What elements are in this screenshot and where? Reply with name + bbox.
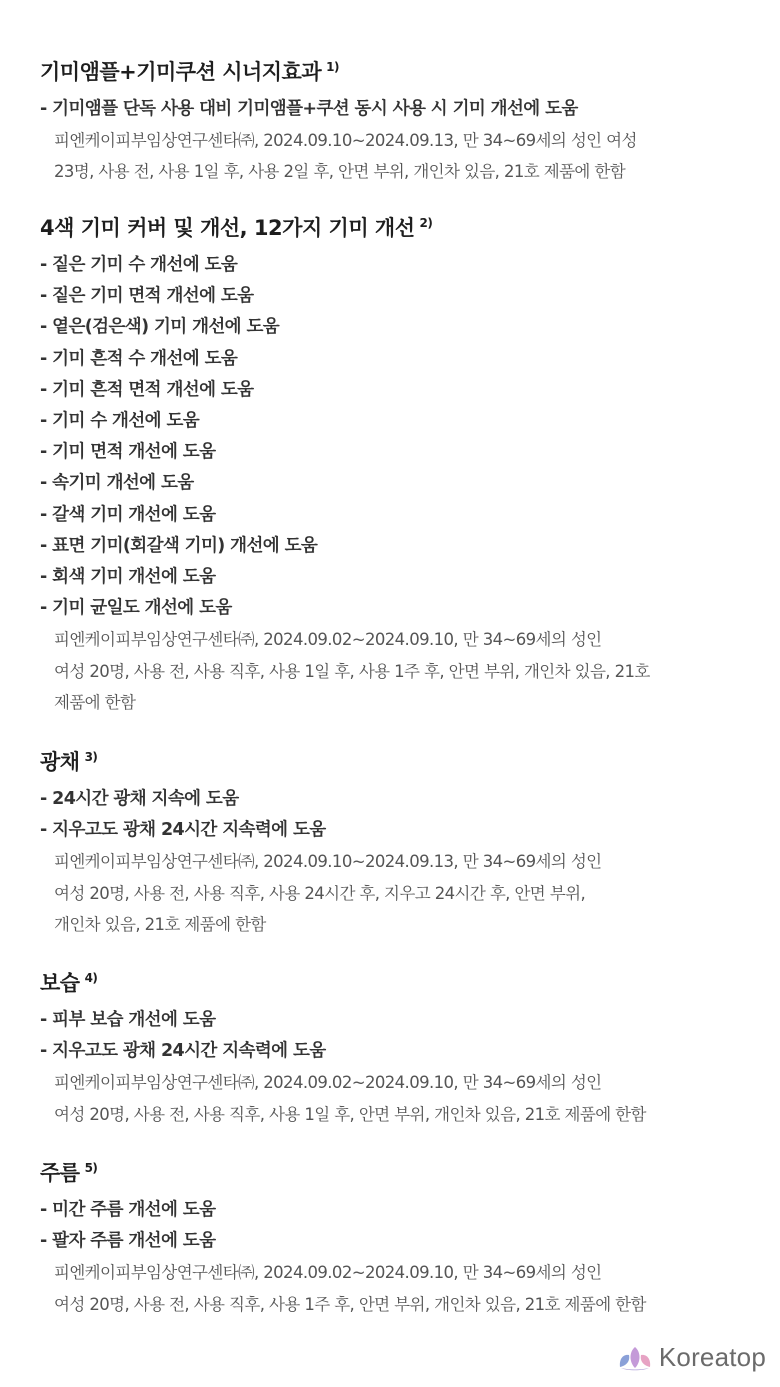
claim-item: - 옅은(검은색) 기미 개선에 도움 bbox=[40, 317, 280, 338]
section-spot-cover bbox=[40, 214, 740, 718]
claim-item: - 기미 흔적 수 개선에 도움 bbox=[40, 348, 238, 369]
claim-list bbox=[40, 250, 740, 624]
study-note: 피엔케이피부임상연구센타㈜, 2024.09.02~2024.09.10, 만 34~69세의 성인 여성 20명, 사용 전, 사용 직후, 사용 1주 후, 안면 부위, 개인차 있음, 21호 제품에 한함 bbox=[54, 1263, 646, 1314]
section-radiance bbox=[40, 748, 740, 940]
claim-item: - 표면 기미(회갈색 기미) 개선에 도움 bbox=[40, 535, 318, 556]
claim-item: - 갈색 기미 개선에 도움 bbox=[40, 504, 216, 525]
footnote-ref: 5) bbox=[84, 1161, 98, 1175]
claim-item: - 짙은 기미 수 개선에 도움 bbox=[40, 255, 238, 275]
section-heading bbox=[40, 58, 740, 86]
study-note: 피엔케이피부임상연구센타㈜, 2024.09.02~2024.09.10, 만 34~69세의 성인 여성 20명, 사용 전, 사용 직후, 사용 1일 후, 안면 부위, 개인차 있음, 21호 제품에 한함 bbox=[54, 1073, 646, 1124]
footnote-ref: 1) bbox=[326, 60, 339, 74]
section-title: 4색 기미 커버 및 개선, 12가지 기미 개선 bbox=[40, 216, 415, 240]
footnote-ref: 3) bbox=[84, 750, 98, 764]
section-title: 광채 bbox=[40, 750, 80, 774]
claim-list bbox=[40, 1195, 740, 1257]
section-synergy bbox=[40, 58, 740, 188]
section-heading bbox=[40, 214, 740, 242]
claim-item: - 미간 주름 개선에 도움 bbox=[40, 1200, 216, 1220]
section-heading bbox=[40, 748, 740, 776]
claim-item: - 지우고도 광채 24시간 지속력에 도움 bbox=[40, 1041, 326, 1062]
section-moisture bbox=[40, 969, 740, 1130]
claim-item: - 피부 보습 개선에 도움 bbox=[40, 1010, 216, 1030]
claim-item: - 짙은 기미 면적 개선에 도움 bbox=[40, 286, 254, 307]
section-heading bbox=[40, 969, 740, 997]
section-title: 보습 bbox=[40, 971, 80, 995]
claim-list bbox=[40, 784, 740, 846]
claim-item: - 24시간 광채 지속에 도움 bbox=[40, 789, 239, 809]
claim-item: - 속기미 개선에 도움 bbox=[40, 473, 194, 494]
claim-list bbox=[40, 1005, 740, 1067]
claim-item: - 기미 흔적 면적 개선에 도움 bbox=[40, 379, 254, 400]
section-title: 기미앰플+기미쿠션 시너지효과 bbox=[40, 60, 322, 84]
claim-list bbox=[40, 94, 740, 125]
claim-item: - 기미 면적 개선에 도움 bbox=[40, 442, 216, 463]
lotus-icon bbox=[617, 1345, 653, 1371]
claim-item: - 팔자 주름 개선에 도움 bbox=[40, 1231, 216, 1252]
section-title: 주름 bbox=[40, 1161, 80, 1185]
study-note: 피엔케이피부임상연구센타㈜, 2024.09.10~2024.09.13, 만 34~69세의 성인 여성 20명, 사용 전, 사용 직후, 사용 24시간 후, 지우고 24시간 후, 안면 부위, 개인차 있음, 21호 제품에 한함 bbox=[54, 852, 602, 934]
study-note: 피엔케이피부임상연구센타㈜, 2024.09.02~2024.09.10, 만 34~69세의 성인 여성 20명, 사용 전, 사용 직후, 사용 1일 후, 사용 1주 후, 안면 부위, 개인차 있음, 21호 제품에 한함 bbox=[54, 630, 650, 712]
watermark-text: Koreatop bbox=[658, 1342, 766, 1372]
claim-item: - 지우고도 광채 24시간 지속력에 도움 bbox=[40, 820, 326, 841]
section-wrinkle bbox=[40, 1159, 740, 1320]
footnote-ref: 2) bbox=[419, 216, 433, 230]
claim-item: - 기미 수 개선에 도움 bbox=[40, 411, 200, 432]
koreatop-watermark bbox=[617, 1342, 766, 1373]
claim-item: - 회색 기미 개선에 도움 bbox=[40, 567, 216, 588]
claim-item: - 기미앰플 단독 사용 대비 기미앰플+쿠션 동시 사용 시 기미 개선에 도움 bbox=[40, 99, 578, 119]
footnote-ref: 4) bbox=[84, 971, 98, 985]
claim-item: - 기미 균일도 개선에 도움 bbox=[40, 598, 232, 619]
study-note: 피엔케이피부임상연구센타㈜, 2024.09.10~2024.09.13, 만 34~69세의 성인 여성 23명, 사용 전, 사용 1일 후, 사용 2일 후, 안면 부위, 개인차 있음, 21호 제품에 한함 bbox=[54, 131, 637, 182]
section-heading bbox=[40, 1159, 740, 1187]
